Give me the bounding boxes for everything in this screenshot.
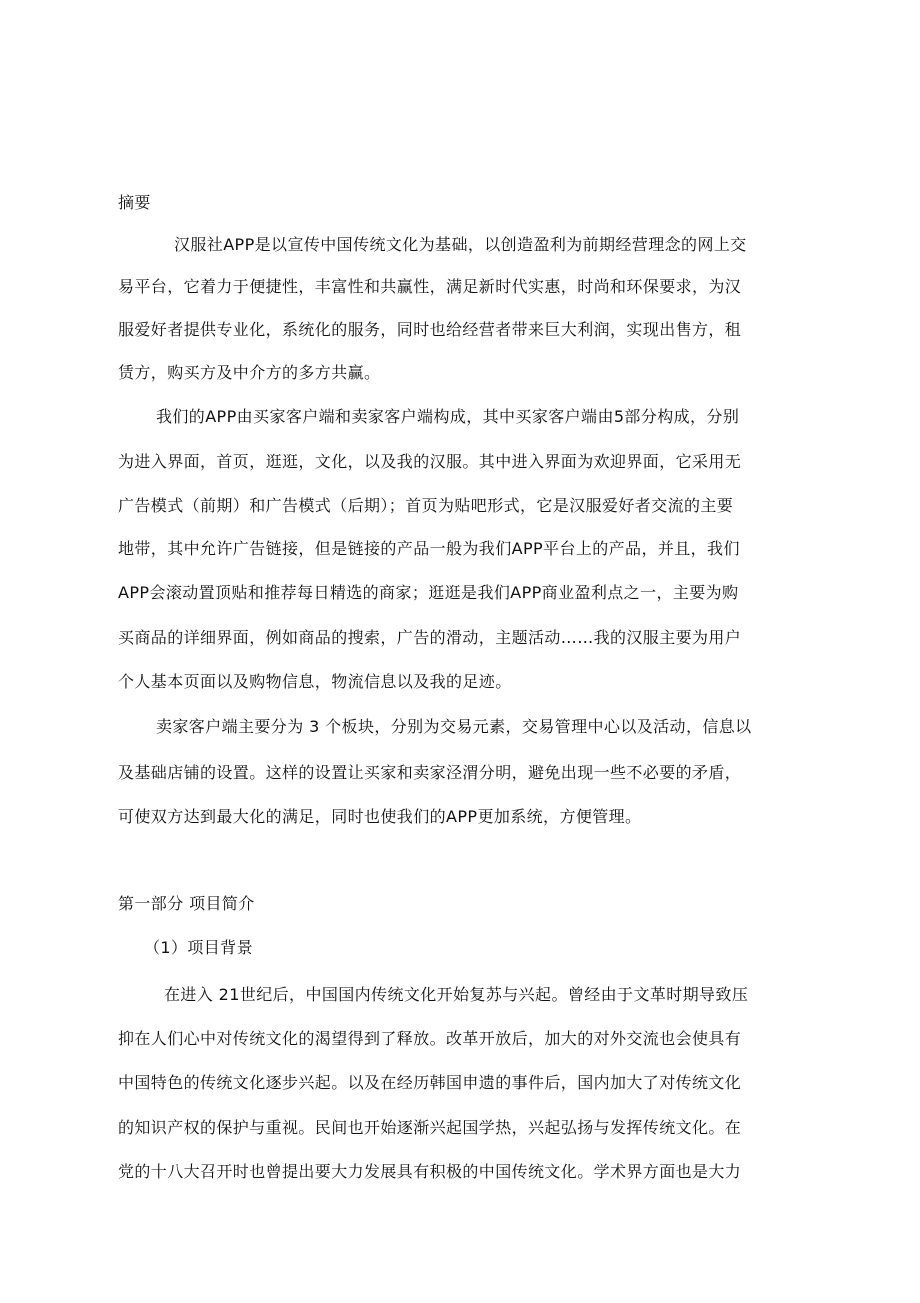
paragraph-line: 可使双方达到最大化的满足，同时也使我们的APP更加系统，方便管理。 — [118, 807, 642, 826]
paragraph-line: 地带，其中允许广告链接，但是链接的产品一般为我们APP平台上的产品，并且，我们 — [118, 539, 740, 558]
paragraph-line: 及基础店铺的设置。这样的设置让买家和卖家泾渭分明，避免出现一些不必要的矛盾， — [118, 763, 742, 782]
paragraph-line: 在进入 21世纪后，中国国内传统文化开始复苏与兴起。曾经由于文革时期导致压 — [164, 985, 749, 1004]
paragraph-line: 汉服社APP是以宣传中国传统文化为基础，以创造盈利为前期经营理念的网上交 — [174, 235, 747, 254]
paragraph-line: 服爱好者提供专业化，系统化的服务，同时也给经营者带来巨大利润，实现出售方，租 — [118, 320, 742, 339]
paragraph-line: 的知识产权的保护与重视。民间也开始逐渐兴起国学热，兴起弘扬与发挥传统文化。在 — [118, 1118, 742, 1137]
paragraph-line: 抑在人们心中对传统文化的渴望得到了释放。改革开放后，加大的对外交流也会使具有 — [118, 1029, 742, 1048]
paragraph-line: 党的十八大召开时也曾提出要大力发展具有积极的中国传统文化。学术界方面也是大力 — [118, 1162, 742, 1181]
paragraph-line: 广告模式（前期）和广告模式（后期）；首页为贴吧形式，它是汉服爱好者交流的主要 — [118, 496, 734, 515]
paragraph-line: 买商品的详细界面，例如商品的搜索，广告的滑动，主题活动……我的汉服主要为用户 — [118, 628, 742, 647]
section-title: 第一部分 项目简介 — [118, 894, 255, 913]
abstract-title: 摘要 — [118, 193, 151, 212]
section-subtitle: （1）项目背景 — [144, 938, 253, 957]
paragraph-line: APP会滚动置顶贴和推荐每日精选的商家；逛逛是我们APP商业盈利点之一，主要为购 — [118, 583, 739, 602]
paragraph-line: 易平台，它着力于便捷性，丰富性和共赢性，满足新时代实惠，时尚和环保要求，为汉 — [118, 277, 742, 296]
paragraph-line: 卖家客户端主要分为 3 个板块，分别为交易元素，交易管理中心以及活动，信息以 — [156, 717, 752, 736]
paragraph-line: 为进入界面，首页，逛逛，文化，以及我的汉服。其中进入界面为欢迎界面，它采用无 — [118, 452, 742, 471]
paragraph-line: 赁方，购买方及中介方的多方共赢。 — [118, 363, 381, 382]
paragraph-line: 个人基本页面以及购物信息，物流信息以及我的足迹。 — [118, 672, 512, 691]
paragraph-line: 中国特色的传统文化逐步兴起。以及在经历韩国申遗的事件后，国内加大了对传统文化 — [118, 1073, 742, 1092]
paragraph-line: 我们的APP由买家客户端和卖家客户端构成，其中买家客户端由5部分构成，分别 — [156, 407, 740, 426]
